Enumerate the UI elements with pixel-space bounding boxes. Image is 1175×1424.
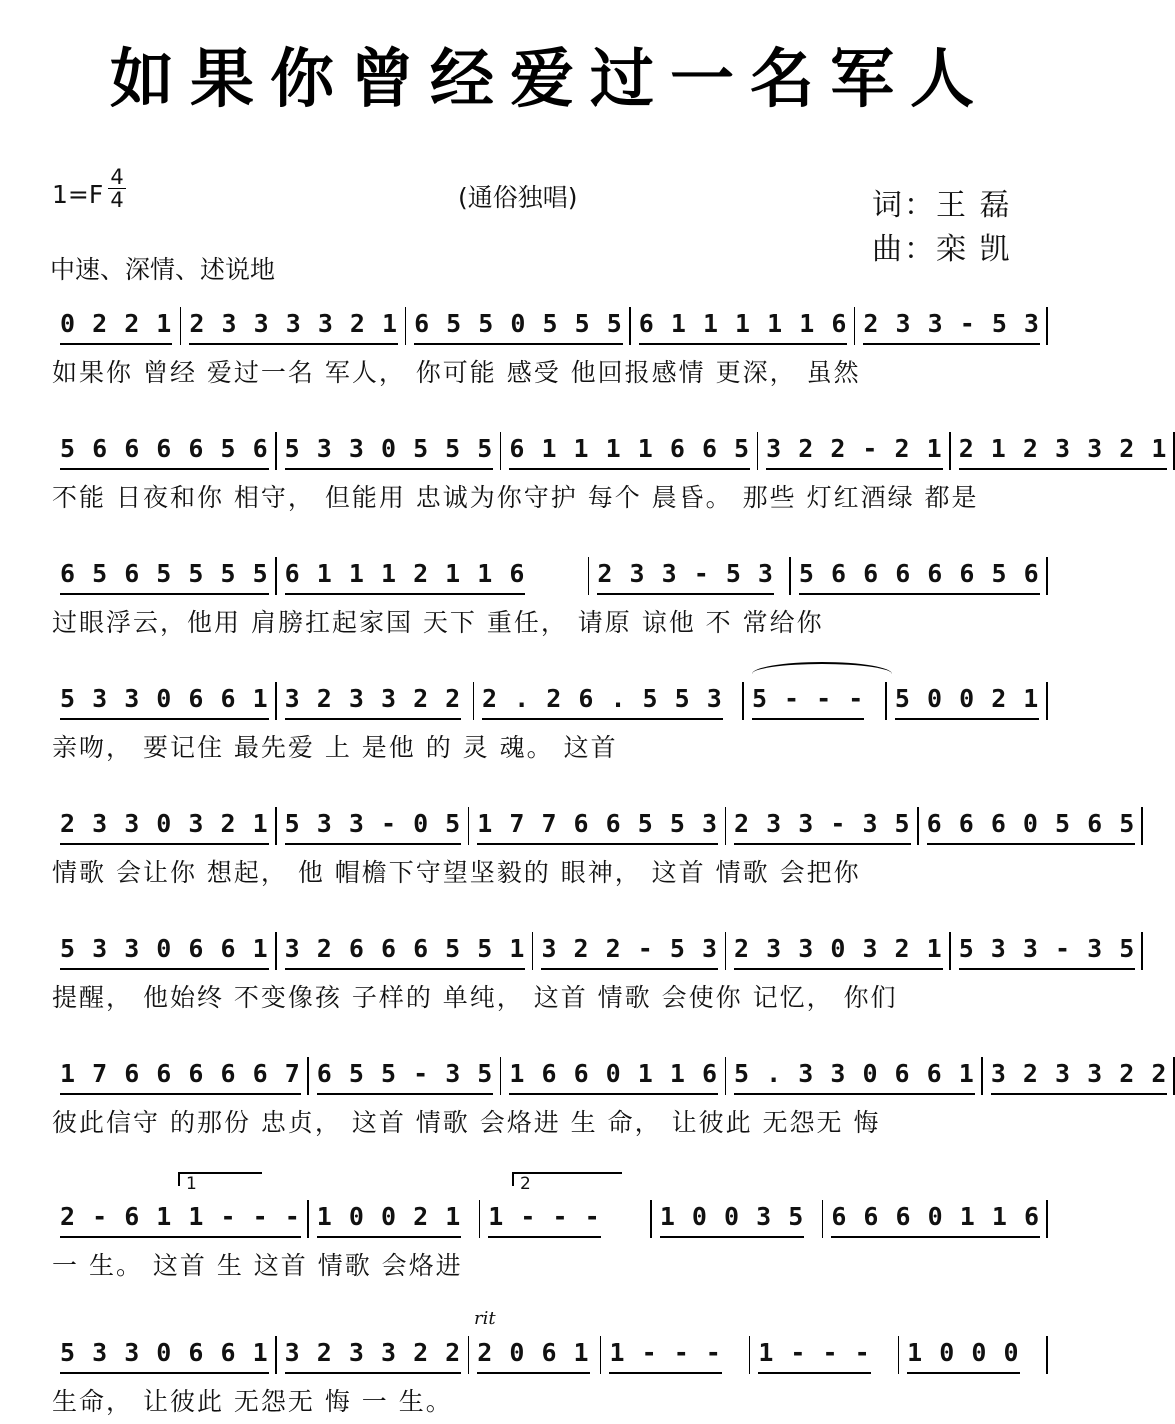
measure: 1 - - - (480, 1198, 652, 1238)
score-system-1 (52, 305, 1048, 395)
lyrics-line: 不能 日夜和你 相守， 但能用 忠诚为你守护 每个 晨昏。 那些 灯红酒绿 都是 (52, 483, 979, 512)
score-system-9 (52, 1334, 1048, 1424)
lyrics-line: 提醒， 他始终 不变像孩 子样的 单纯， 这首 情歌 会使你 记忆， 你们 (52, 983, 898, 1012)
measure: 3 2 2 - 2 1 (758, 430, 951, 470)
measure: 5 3 3 - 0 5 (277, 805, 470, 845)
measure: 5 6 6 6 6 5 6 (52, 430, 277, 470)
lyrics-line: 过眼浮云，他用 肩膀扛起家国 天下 重任， 请原 谅他 不 常给你 (52, 608, 824, 637)
measure: 2 . 2 6 . 5 5 3 (474, 680, 744, 720)
measure: 6 1 1 1 1 6 6 5 (501, 430, 758, 470)
measure: 2 3 3 0 3 2 1 (726, 930, 951, 970)
measure: 2 3 3 0 3 2 1 (52, 805, 277, 845)
measure: 2 3 3 - 3 5 (726, 805, 919, 845)
lyricist: 词：王 磊 (872, 188, 1012, 223)
measure: 1 - - - (750, 1334, 899, 1374)
measure: 6 1 1 1 1 1 6 (631, 305, 856, 345)
score-system-8 (52, 1198, 1048, 1288)
score-system-6 (52, 930, 1136, 1020)
score-system-5 (52, 805, 1136, 895)
performance-style: (通俗独唱) (458, 183, 578, 212)
measure: 1 7 7 6 6 5 5 3 (469, 805, 726, 845)
key-signature: 1=F (52, 180, 104, 209)
composer: 曲：栾 凯 (872, 232, 1012, 267)
measure: 1 - - - (601, 1334, 750, 1374)
measure: 5 3 3 - 3 5 (951, 930, 1144, 970)
time-signature (108, 166, 126, 211)
measure: 1 6 6 0 1 1 6 (501, 1055, 726, 1095)
measure: 6 6 6 0 1 1 6 (823, 1198, 1048, 1238)
lyrics-line: 亲吻， 要记住 最先爱 上 是他 的 灵 魂。 这首 (52, 733, 618, 762)
song-title: 如果你曾经爱过一名军人 (110, 42, 990, 117)
score-system-7 (52, 1055, 1168, 1145)
time-signature-top: 4 (108, 166, 126, 189)
measure: 5 - - - (744, 680, 887, 720)
measure: 3 2 3 3 2 2 (983, 1055, 1175, 1095)
score-system-3 (52, 555, 1048, 645)
measure: 6 6 6 0 5 6 5 (919, 805, 1144, 845)
ritardando-marking: rit (474, 1308, 496, 1329)
score-system-2 (52, 430, 1168, 520)
measure: 6 1 1 1 2 1 1 6 (277, 555, 590, 595)
measure: 3 2 2 - 5 3 (533, 930, 726, 970)
measure: 5 3 3 0 5 5 5 (277, 430, 502, 470)
measure: 1 0 0 3 5 (652, 1198, 824, 1238)
measure: 3 2 6 6 6 5 5 1 (277, 930, 534, 970)
measure: 3 2 3 3 2 2 (277, 1334, 470, 1374)
measure: 2 - 6 1 1 - - - (52, 1198, 309, 1238)
measure: 5 3 3 0 6 6 1 (52, 1334, 277, 1374)
measure: 3 2 3 3 2 2 (277, 680, 474, 720)
measure: 2 3 3 3 3 2 1 (181, 305, 406, 345)
first-ending-bracket: 1 (178, 1172, 262, 1186)
measure: 2 0 6 1 (469, 1334, 601, 1374)
measure: 5 3 3 0 6 6 1 (52, 680, 277, 720)
measure: 5 0 0 2 1 (887, 680, 1048, 720)
measure: 2 3 3 - 5 3 (855, 305, 1048, 345)
lyrics-line: 彼此信守 的那份 忠贞， 这首 情歌 会烙进 生 命， 让彼此 无怨无 悔 (52, 1108, 881, 1137)
measure: 1 7 6 6 6 6 6 7 (52, 1055, 309, 1095)
measure: 2 1 2 3 3 2 1 (951, 430, 1175, 470)
score-system-4 (52, 680, 1048, 770)
lyrics-line: 如果你 曾经 爱过一名 军人， 你可能 感受 他回报感情 更深， 虽然 (52, 358, 861, 387)
measure: 0 2 2 1 (52, 305, 181, 345)
measure: 1 0 0 2 1 (309, 1198, 481, 1238)
tempo-marking: 中速、深情、述说地 (50, 255, 276, 284)
measure: 5 3 3 0 6 6 1 (52, 930, 277, 970)
measure: 5 . 3 3 0 6 6 1 (726, 1055, 983, 1095)
measure: 6 5 5 - 3 5 (309, 1055, 502, 1095)
measure: 6 5 5 0 5 5 5 (406, 305, 631, 345)
time-signature-bottom: 4 (110, 188, 124, 212)
measure: 6 5 6 5 5 5 5 (52, 555, 277, 595)
lyrics-line: 情歌 会让你 想起， 他 帽檐下守望坚毅的 眼神， 这首 情歌 会把你 (52, 858, 861, 887)
second-ending-bracket: 2 (512, 1172, 622, 1186)
measure: 1 0 0 0 (899, 1334, 1048, 1374)
measure: 2 3 3 - 5 3 (589, 555, 790, 595)
lyrics-line: 一 生。 这首 生 这首 情歌 会烙进 (52, 1251, 463, 1280)
lyrics-line: 生命， 让彼此 无怨无 悔 一 生。 (52, 1387, 453, 1416)
measure: 5 6 6 6 6 6 5 6 (791, 555, 1048, 595)
credits (872, 184, 1012, 272)
